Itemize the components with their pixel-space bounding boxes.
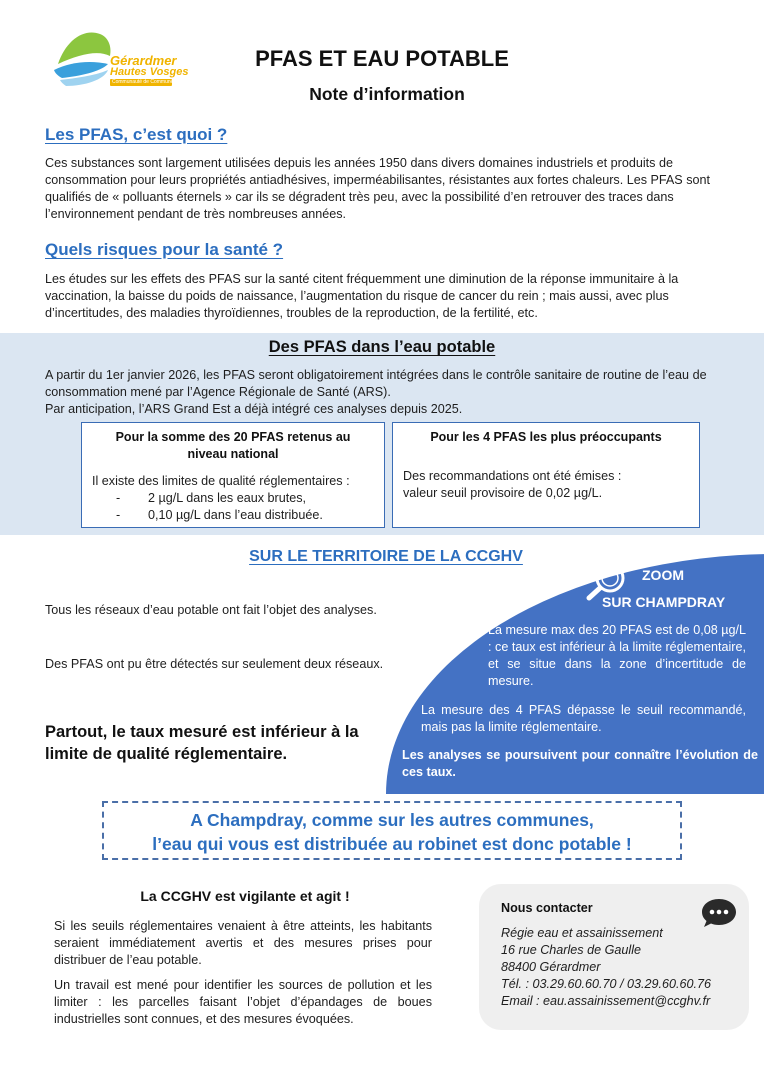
zoom-title-line2: SUR CHAMPDRAY [602, 594, 726, 610]
heading-eau-potable: Des PFAS dans l’eau potable [268, 338, 496, 356]
box-4-pfas-title: Pour les 4 PFAS les plus préoccupants [430, 430, 662, 444]
contact-details [501, 925, 711, 1010]
contact-phone[interactable]: Tél. : 03.29.60.60.70 / 03.29.60.60.76 [501, 977, 712, 991]
box-20-pfas-title: Pour la somme des 20 PFAS retenus au niveau national [115, 430, 351, 461]
box-4-pfas-line1: Des recommandations ont été émises : [403, 469, 622, 483]
heading-territoire: SUR LE TERRITOIRE DE LA CCGHV [249, 548, 523, 565]
contact-service: Régie eau et assainissement [501, 926, 663, 940]
text-territoire-detection: Des PFAS ont pu être détectés sur seulement deux réseaux. [45, 657, 384, 671]
box-20-pfas-item1: 2 µg/L dans les eaux brutes, [148, 491, 307, 505]
list-item [92, 507, 384, 524]
box-4-pfas-body [393, 446, 699, 502]
box-20-pfas-intro: Il existe des limites de qualité réglementaires : [92, 474, 350, 488]
list-item [92, 490, 384, 507]
heading-pfas: Les PFAS, c’est quoi ? [45, 125, 228, 144]
text-risques: Les études sur les effets des PFAS sur la santé citent fréquemment une diminution de la réponse immunitaire à la vaccination, la baisse du poids de naissance, l’augmentation du risque de cancer du rein ; mais aussi, avec plus d’incertitudes, des maladies thyroïdiennes, troubles de la reproduction, de la fertilité, etc. [45, 272, 679, 320]
page-title-text: PFAS ET EAU POTABLE [255, 46, 509, 71]
box-4-pfas-line2: valeur seuil provisoire de 0,02 µg/L. [403, 486, 603, 500]
zoom-text-20-pfas: La mesure max des 20 PFAS est de 0,08 µg/L : ce taux est inférieur à la limite réglementaire, et se situe dans la zone d’incertitude de mesure. [488, 623, 746, 688]
conclusion-box [102, 801, 682, 860]
heading-vigilance: La CCGHV est vigilante et agit ! [140, 888, 350, 904]
list-bullet: - [116, 508, 121, 522]
zoom-title-line1: ZOOM [642, 567, 684, 583]
text-territoire-conclusion: Partout, le taux mesuré est inférieur à la limite de qualité réglementaire. [45, 723, 359, 763]
page-title [0, 46, 764, 72]
logo-tagline: Communauté de Communes [112, 79, 176, 85]
text-pfas: Ces substances sont largement utilisées depuis les années 1950 dans divers domaines industriels et produits de consommation pour leurs propriétés antiadhésives, imperméabilisantes, résistantes aux fortes chaleurs. Les PFAS sont qualifiés de « polluants éternels » car ils se dégradent très peu, avec la possibilité d’en retrouver des traces dans l’environnement pendant de très nombreuses années. [45, 156, 710, 221]
contact-street: 16 rue Charles de Gaulle [501, 943, 642, 957]
box-4-pfas [392, 422, 700, 528]
box-20-pfas-body [82, 463, 384, 524]
text-vigilance-seuils: Si les seuils réglementaires venaient à être atteints, les habitants seraient immédiatement avertis et des mesures prises pour distribuer de l’eau potable. [54, 919, 432, 967]
text-territoire-reseaux: Tous les réseaux d’eau potable ont fait l’objet des analyses. [45, 603, 377, 617]
zoom-text-suivi: Les analyses se poursuivent pour connaître l’évolution de ces taux. [402, 748, 758, 779]
conclusion-line1: A Champdray, comme sur les autres communes, [190, 810, 594, 830]
page-subtitle: Note d’information [309, 84, 465, 104]
text-vigilance-sources: Un travail est mené pour identifier les sources de pollution et les limiter : les parcelles faisant l’objet d’épandages de boues industrielles sont connues, et des mesures évoquées. [54, 978, 432, 1026]
text-eau-line1: A partir du 1er janvier 2026, les PFAS seront obligatoirement intégrées dans le contrôle sanitaire de routine de l’eau de consommation mené par l’Agence Régionale de Santé (ARS). [45, 368, 707, 399]
box-20-pfas [81, 422, 385, 528]
contact-email[interactable]: Email : eau.assainissement@ccghv.fr [501, 994, 711, 1008]
conclusion-line2: l’eau qui vous est distribuée au robinet est donc potable ! [152, 834, 632, 854]
logo-name-line2: Hautes Vosges [110, 66, 189, 78]
box-20-pfas-item2: 0,10 µg/L dans l’eau distribuée. [148, 508, 323, 522]
contact-title: Nous contacter [501, 901, 593, 915]
contact-city: 88400 Gérardmer [501, 960, 601, 974]
text-eau-potable [45, 367, 735, 418]
logo-name-line1: Gérardmer [110, 53, 177, 68]
zoom-text-4-pfas: La mesure des 4 PFAS dépasse le seuil recommandé, mais pas la limite réglementaire. [421, 703, 746, 734]
text-eau-line2: Par anticipation, l’ARS Grand Est a déjà intégré ces analyses depuis 2025. [45, 402, 463, 416]
list-bullet: - [116, 491, 121, 505]
heading-risques: Quels risques pour la santé ? [45, 240, 284, 259]
